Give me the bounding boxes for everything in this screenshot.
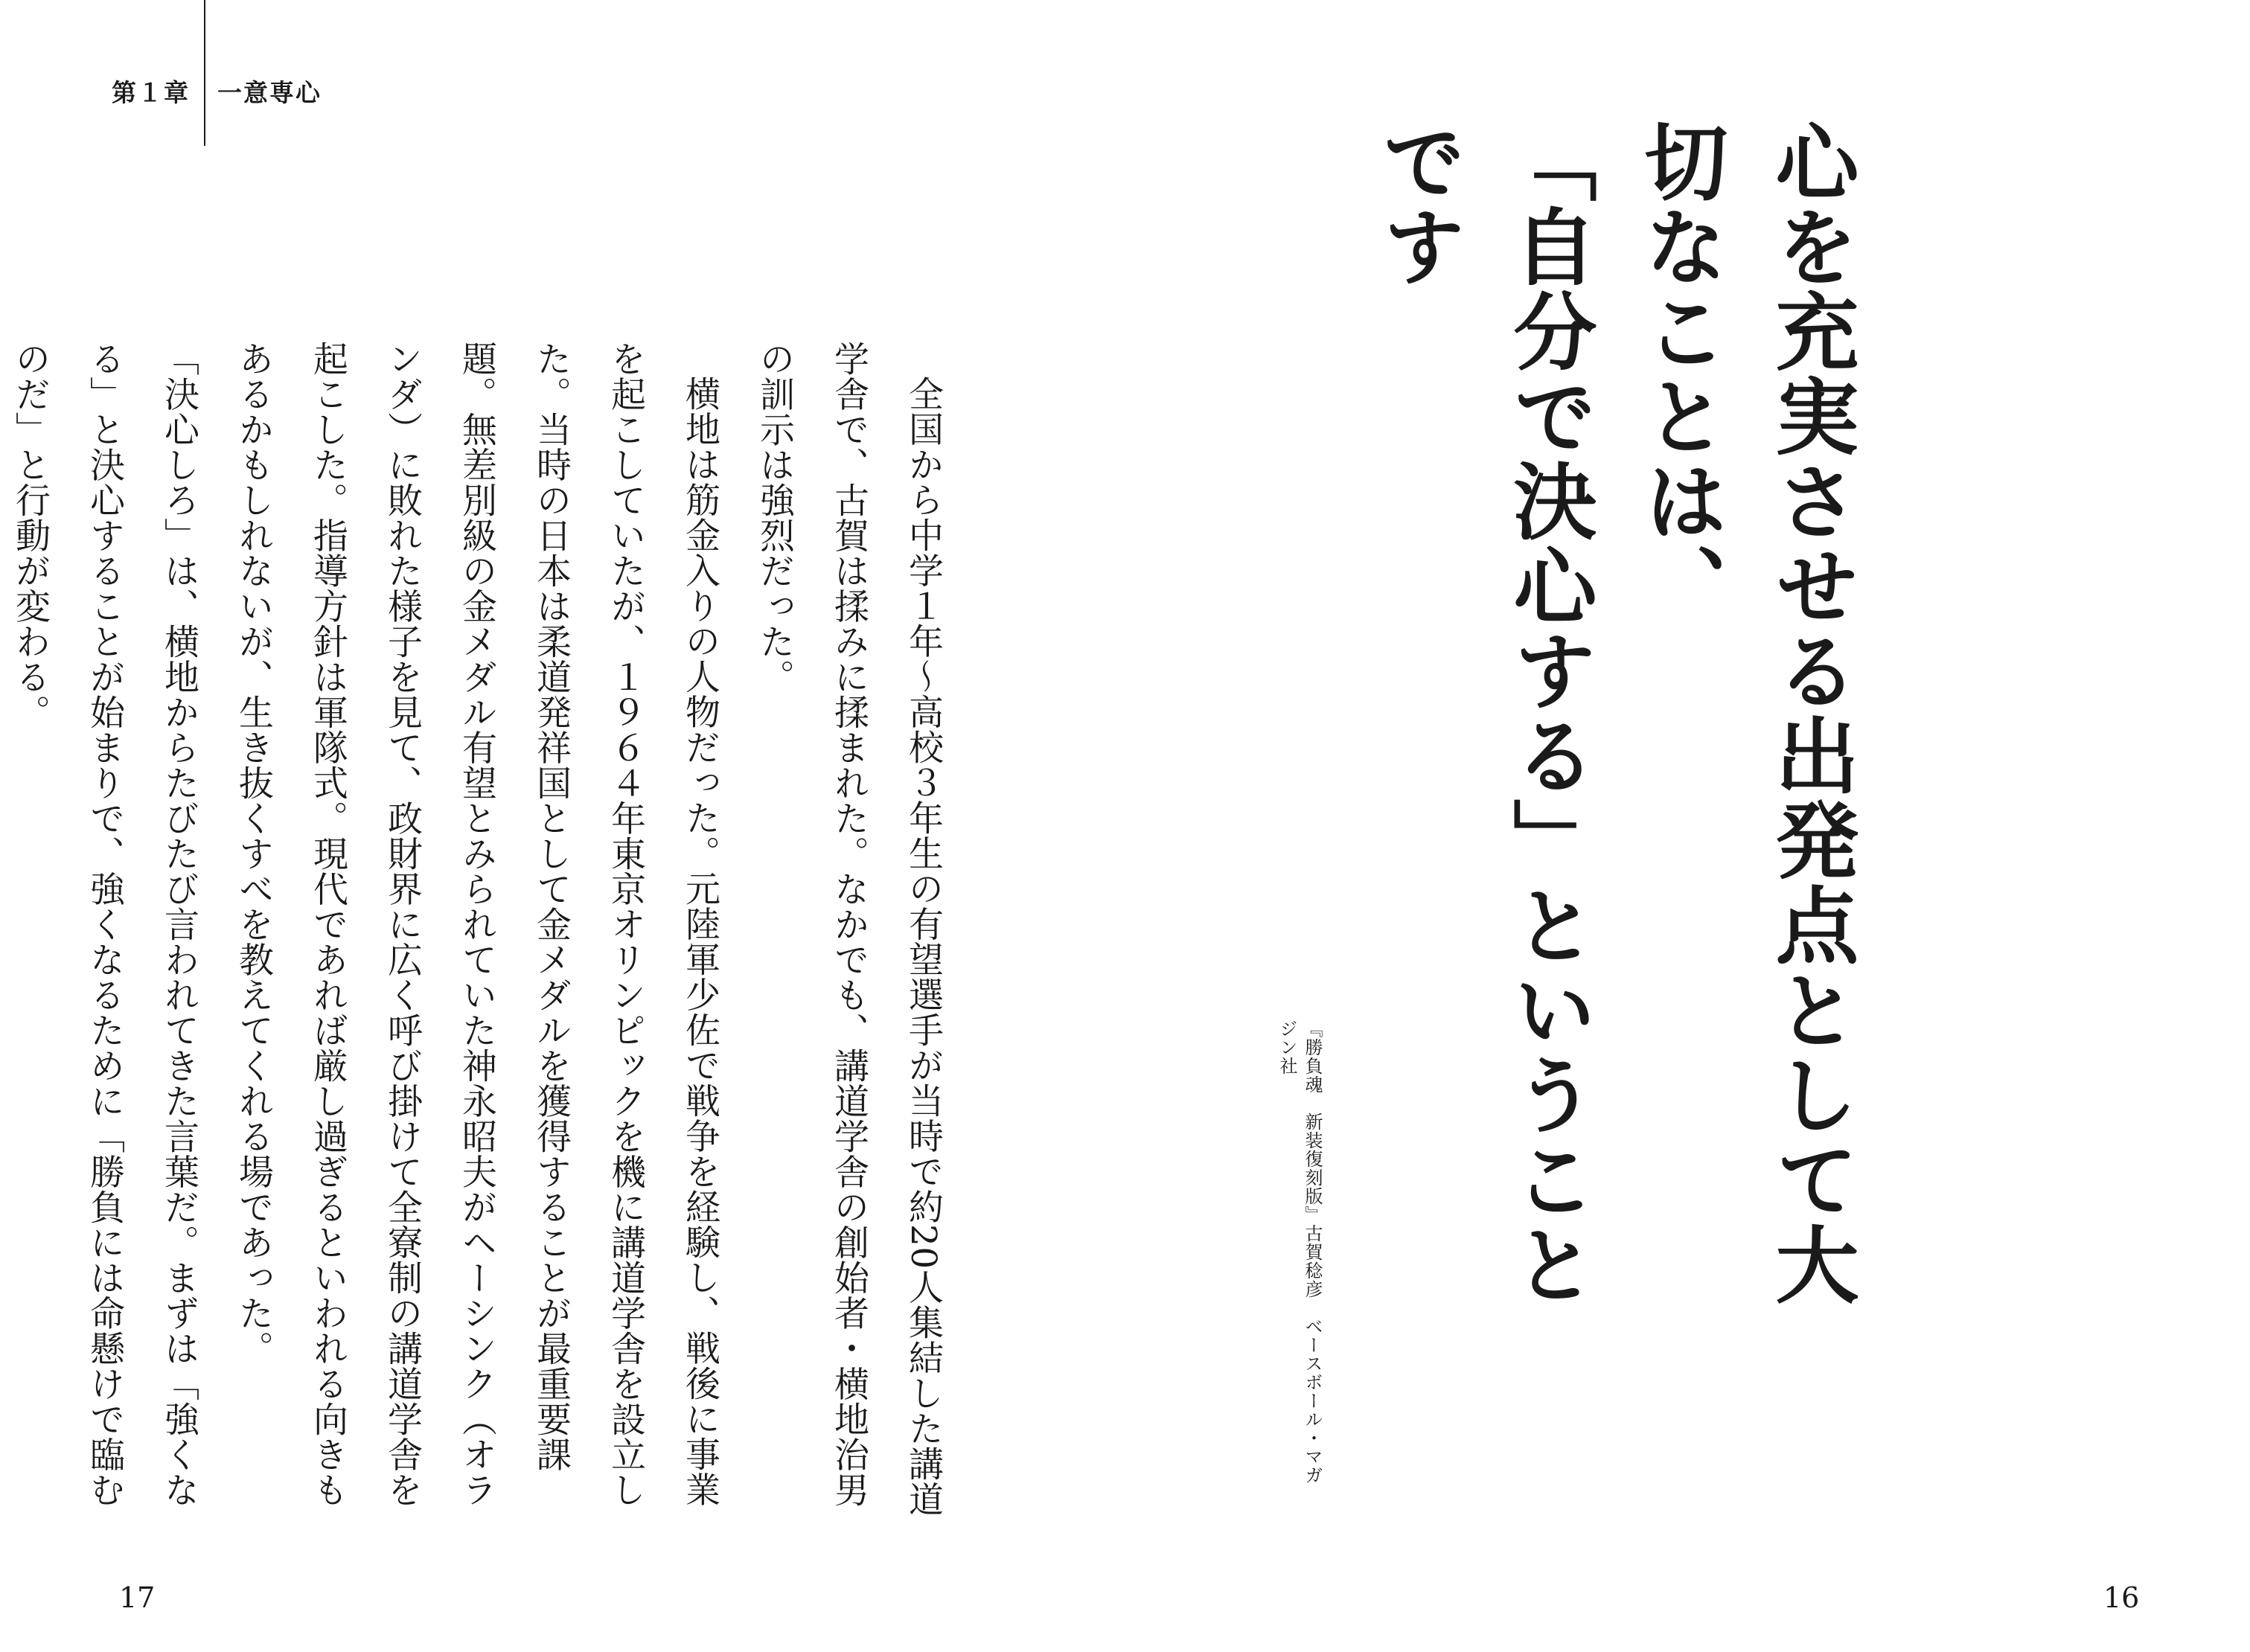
body-text — [10, 341, 960, 1531]
body-paragraph: 横地は筋金入りの人物だった。元陸軍少佐で戦争を経験し、戦後に事業を起こしていたが、１９６４年東京オリンピックを機に講道学舎を設立した。当時の日本は柔道発祥国として金メダルを獲得することが最重要課題。無差別級の金メダル有望とみられていた神永昭夫がヘーシンク（オランダ）に敗れた様子を見て、政財界に広く呼び掛けて全寮制の講道学舎を起こした。指導方針は軍隊式。現代であれば厳し過ぎるといわれる向きもあるかもしれないが、生き抜くすべを教えてくれる場であった。 — [233, 341, 720, 1508]
headline-line-2: 「自分で決心する」ということです — [1369, 119, 1597, 1307]
chapter-number: 第１章 — [112, 78, 190, 107]
body-paragraph: 全国から中学１年〜高校３年生の有望選手が当時で約20人集結した講道学舎で、古賀は揉みに揉まれた。なかでも、講道学舎の創始者・横地治男の訓示は強烈だった。 — [754, 341, 944, 1517]
source-credit-line: 『勝負魂 新装復刻版』古賀稔彦 ベースボール・マガジン社 — [1276, 1019, 1323, 1485]
headline-line-1: 心を充実させる出発点として大切なことは、 — [1631, 119, 1859, 1307]
pull-quote-headline — [1369, 119, 1876, 1325]
body-paragraph: 「決心しろ」は、横地からたびたび言われてきた言葉だ。まずは「強くなる」と決心することが始まりで、強くなるために「勝負には命懸けで臨むのだ」と行動が変わる。 — [10, 341, 199, 1508]
page-number-left: 17 — [119, 1581, 156, 1614]
page-number-right: 16 — [2103, 1581, 2140, 1614]
chapter-divider-rule — [204, 0, 205, 146]
source-credit — [1276, 1019, 1325, 1496]
chapter-title: 一意専心 — [217, 78, 322, 107]
